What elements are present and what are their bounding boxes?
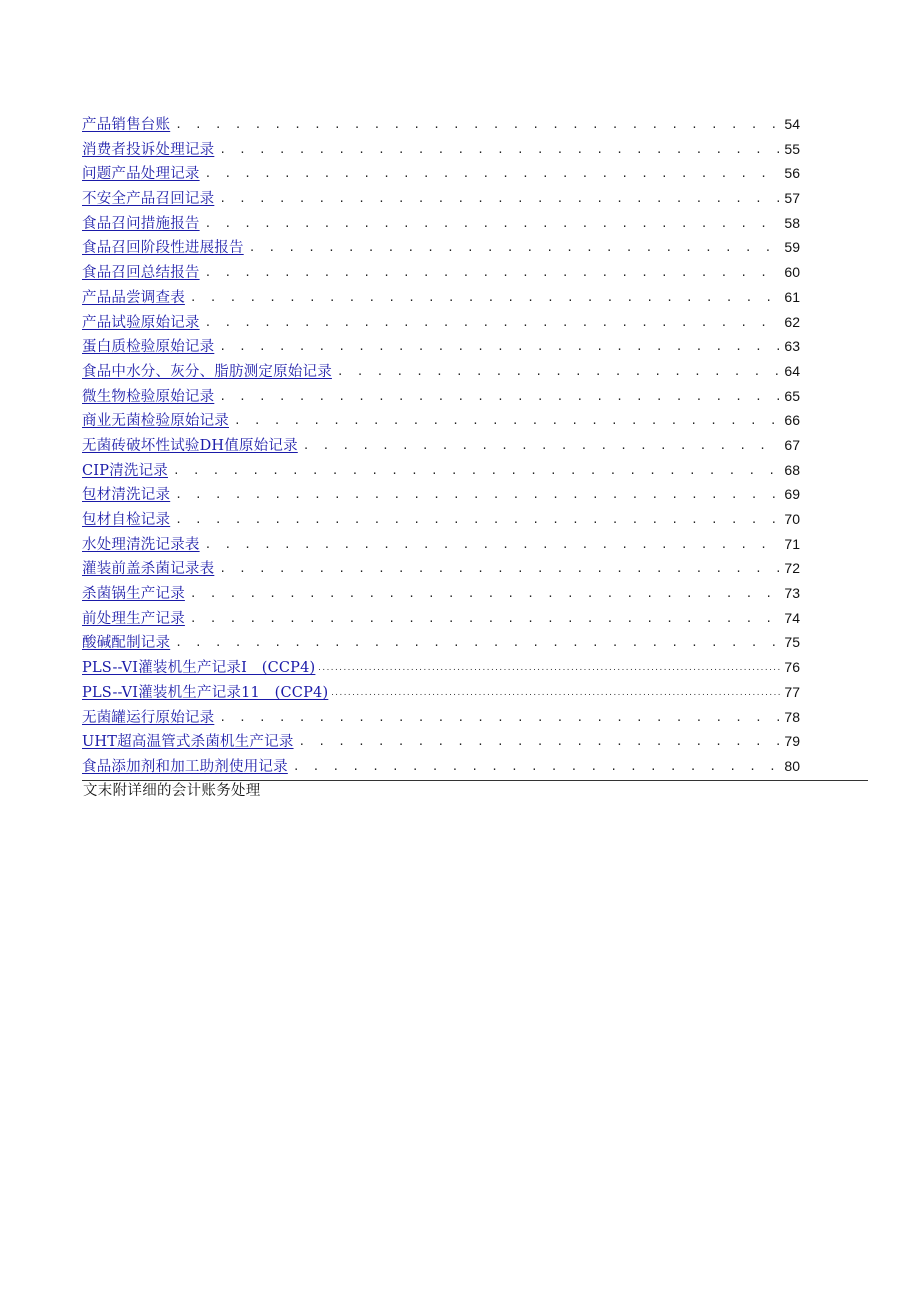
toc-entry-title[interactable]: 微生物检验原始记录 xyxy=(82,388,215,405)
toc-entry[interactable] xyxy=(82,534,800,559)
toc-entry-page[interactable]: 74 xyxy=(784,609,800,626)
toc-entry[interactable] xyxy=(82,509,800,534)
toc-entry[interactable] xyxy=(82,237,800,262)
toc-entry-page[interactable]: 70 xyxy=(784,511,800,527)
toc-entry[interactable] xyxy=(82,312,800,337)
toc-entry-title[interactable]: 产品品尝调查表 xyxy=(82,289,185,306)
toc-entry[interactable] xyxy=(82,139,800,164)
dot-leader xyxy=(205,316,782,330)
dot-leader xyxy=(317,661,781,675)
toc-entry-page[interactable]: 58 xyxy=(784,214,800,231)
toc-entry-title[interactable]: 杀菌锅生产记录 xyxy=(82,586,185,603)
dot-leader xyxy=(190,587,782,601)
toc-entry-title[interactable]: 食品中水分、灰分、脂肪测定原始记录 xyxy=(82,363,332,380)
dot-leader xyxy=(249,241,782,255)
toc-entry[interactable] xyxy=(82,707,800,732)
dot-leader xyxy=(330,686,781,700)
toc-entry-title[interactable]: 水处理清洗记录表 xyxy=(82,536,200,553)
toc-entry-page[interactable]: 54 xyxy=(784,116,800,132)
toc-entry-page[interactable]: 65 xyxy=(784,387,800,404)
dot-leader xyxy=(219,192,781,206)
toc-entry-title[interactable]: UHT超高温管式杀菌机生产记录 xyxy=(82,734,294,751)
toc-entry-page[interactable]: 80 xyxy=(784,757,800,774)
toc-entry-page[interactable]: 76 xyxy=(784,659,800,676)
dot-leader xyxy=(303,439,782,453)
toc-entry-title[interactable]: 问题产品处理记录 xyxy=(82,166,200,183)
dot-leader xyxy=(205,266,782,280)
toc-entry-page[interactable]: 59 xyxy=(784,239,800,256)
toc-entry-page[interactable]: 77 xyxy=(784,683,800,700)
toc-entry[interactable] xyxy=(82,386,800,411)
toc-entry-page[interactable]: 78 xyxy=(784,708,800,725)
toc-entry-page[interactable]: 62 xyxy=(784,313,800,330)
toc-entry-page[interactable]: 60 xyxy=(784,264,800,281)
toc-entry-page[interactable]: 79 xyxy=(784,733,800,750)
toc-entry-title[interactable]: PLS--VI灌装机生产记录I (CCP4) xyxy=(82,660,316,677)
toc-entry-title[interactable]: 食品召回总结报告 xyxy=(82,265,200,282)
toc-entry-title[interactable]: 灌装前盖杀菌记录表 xyxy=(82,561,215,578)
toc-entry[interactable] xyxy=(82,213,800,238)
dot-leader xyxy=(219,340,781,354)
table-of-contents xyxy=(82,114,800,781)
toc-entry-page[interactable]: 61 xyxy=(784,288,800,305)
dot-leader xyxy=(219,562,781,576)
toc-entry[interactable] xyxy=(82,583,800,608)
toc-entry[interactable] xyxy=(82,410,800,435)
toc-entry-title[interactable]: 食品召回阶段性进展报告 xyxy=(82,240,244,257)
footer-note: 文末附详细的会计账务处理 xyxy=(83,783,261,799)
dot-leader xyxy=(175,488,781,502)
dot-leader xyxy=(175,636,781,650)
toc-entry-page[interactable]: 71 xyxy=(784,535,800,552)
dot-leader xyxy=(293,760,782,774)
dot-leader xyxy=(173,464,781,478)
toc-entry-title[interactable]: CIP清洗记录 xyxy=(82,462,168,479)
toc-entry[interactable] xyxy=(82,558,800,583)
toc-entry[interactable] xyxy=(82,682,800,707)
toc-entry-title[interactable]: 消费者投诉处理记录 xyxy=(82,141,215,158)
dot-leader xyxy=(205,167,782,181)
toc-entry-title[interactable]: 产品试验原始记录 xyxy=(82,314,200,331)
toc-entry[interactable] xyxy=(82,287,800,312)
toc-entry-title[interactable]: PLS--VI灌装机生产记录11 (CCP4) xyxy=(82,684,329,701)
toc-entry[interactable] xyxy=(82,188,800,213)
toc-entry-title[interactable]: 前处理生产记录 xyxy=(82,610,185,627)
toc-entry-page[interactable]: 64 xyxy=(784,362,800,379)
toc-entry-title[interactable]: 食品添加剂和加工助剂使用记录 xyxy=(82,758,288,775)
dot-leader xyxy=(219,390,781,404)
toc-entry-title[interactable]: 包材清洗记录 xyxy=(82,487,171,504)
toc-entry-title[interactable]: 不安全产品召回记录 xyxy=(82,191,215,208)
dot-leader xyxy=(234,414,781,428)
dot-leader xyxy=(205,217,782,231)
toc-entry-page[interactable]: 63 xyxy=(784,338,800,355)
toc-entry[interactable] xyxy=(82,484,800,509)
toc-entry[interactable] xyxy=(82,731,800,756)
toc-entry[interactable] xyxy=(82,657,800,682)
dot-leader xyxy=(175,118,781,132)
toc-entry[interactable] xyxy=(82,163,800,188)
dot-leader xyxy=(219,711,781,725)
dot-leader xyxy=(205,538,782,552)
toc-entry-page[interactable]: 67 xyxy=(784,436,800,453)
toc-entry-page[interactable]: 66 xyxy=(784,412,800,429)
toc-entry[interactable] xyxy=(82,632,800,657)
toc-entry-title[interactable]: 产品销售台账 xyxy=(82,117,171,133)
toc-entry-page[interactable]: 72 xyxy=(784,560,800,577)
dot-leader xyxy=(175,513,781,527)
toc-entry-title[interactable]: 无菌罐运行原始记录 xyxy=(82,709,215,726)
toc-entry-title[interactable]: 酸碱配制记录 xyxy=(82,635,171,652)
toc-entry[interactable] xyxy=(82,114,800,139)
toc-entry[interactable] xyxy=(82,262,800,287)
toc-entry-page[interactable]: 57 xyxy=(784,190,800,207)
toc-entry-page[interactable]: 73 xyxy=(784,585,800,602)
toc-entry[interactable] xyxy=(82,336,800,361)
toc-entry-page[interactable]: 69 xyxy=(784,486,800,503)
toc-entry-title[interactable]: 蛋白质检验原始记录 xyxy=(82,339,215,356)
toc-entry[interactable] xyxy=(82,361,800,386)
toc-entry-page[interactable]: 56 xyxy=(784,165,800,182)
toc-entry-title[interactable]: 商业无菌检验原始记录 xyxy=(82,413,229,430)
toc-entry[interactable] xyxy=(82,460,800,485)
dot-leader xyxy=(219,143,781,157)
dot-leader xyxy=(190,291,782,305)
dot-leader xyxy=(299,735,782,749)
dot-leader xyxy=(337,365,782,379)
toc-entry[interactable] xyxy=(82,608,800,633)
toc-entry-title[interactable]: 无菌砖破坏性试验DH值原始记录 xyxy=(82,437,298,454)
toc-entry-page[interactable]: 75 xyxy=(784,634,800,651)
toc-entry-page[interactable]: 55 xyxy=(784,140,800,157)
toc-entry-title[interactable]: 食品召问措施报告 xyxy=(82,215,200,232)
toc-entry-title[interactable]: 包材自检记录 xyxy=(82,512,171,528)
toc-entry[interactable] xyxy=(82,756,800,781)
toc-entry[interactable] xyxy=(82,435,800,460)
toc-entry-page[interactable]: 68 xyxy=(784,461,800,478)
dot-leader xyxy=(190,612,782,626)
